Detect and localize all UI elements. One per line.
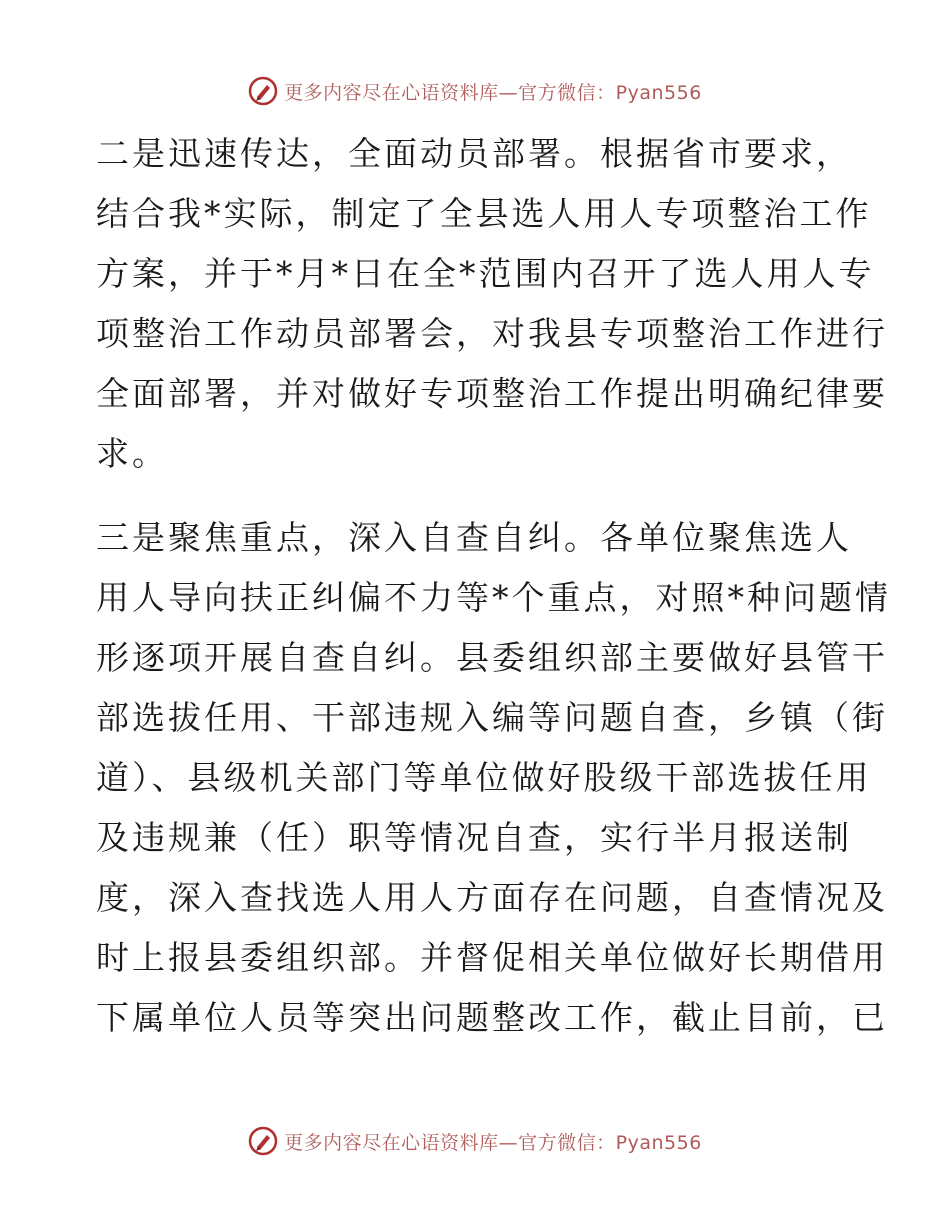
watermark-text: 更多内容尽在心语资料库—官方微信：Pyan556 [284,1131,702,1154]
paragraph-1 [96,124,888,484]
text-line: 全面部署，并对做好专项整治工作提出明确纪律要 [96,374,888,413]
text-line: 三是聚焦重点，深入自查自纠。各单位聚焦选人 [96,518,852,557]
watermark-text: 更多内容尽在心语资料库—官方微信：Pyan556 [284,81,702,104]
text-line: 项整治工作动员部署会，对我县专项整治工作进行 [96,314,888,353]
text-line: 部选拔任用、干部违规入编等问题自查，乡镇（街 [96,698,888,737]
pen-logo-icon [248,76,278,106]
text-line: 道）、县级机关部门等单位做好股级干部选拔任用 [96,758,872,797]
pen-logo-icon [248,1126,278,1156]
text-line: 求。 [96,434,168,473]
text-line: 度，深入查找选人用人方面存在问题，自查情况及 [96,878,888,917]
header-watermark [0,76,950,106]
text-line: 形逐项开展自查自纠。县委组织部主要做好县管干 [96,638,888,677]
footer-watermark [0,1126,950,1156]
text-line: 下属单位人员等突出问题整改工作，截止目前，已 [96,998,888,1037]
text-line: 二是迅速传达，全面动员部署。根据省市要求， [96,134,852,173]
text-line: 方案，并于*月*日在全*范围内召开了选人用人专 [96,254,875,293]
text-line: 用人导向扶正纠偏不力等*个重点，对照*种问题情 [96,578,891,617]
text-line: 及违规兼（任）职等情况自查，实行半月报送制 [96,818,852,857]
document-body [96,124,891,1048]
text-line: 时上报县委组织部。并督促相关单位做好长期借用 [96,938,888,977]
text-line: 结合我*实际，制定了全县选人用人专项整治工作 [96,194,872,233]
paragraph-2 [96,508,891,1048]
